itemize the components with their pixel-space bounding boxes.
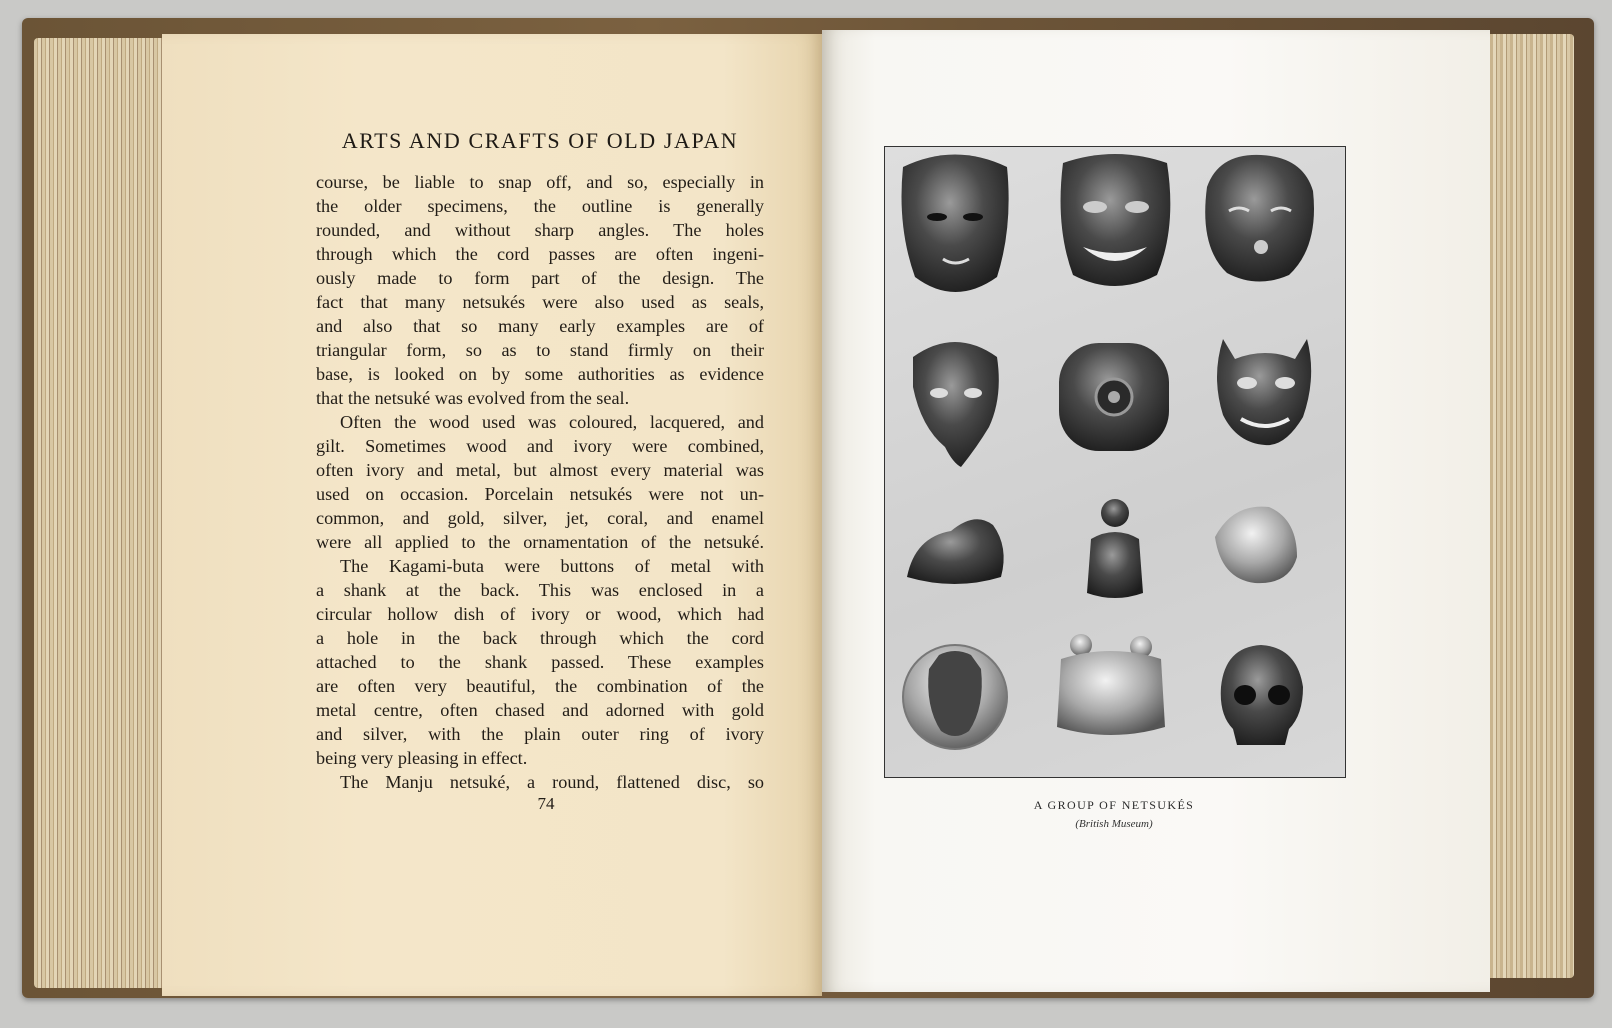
text-line: attached to the shank passed. These examples [316, 652, 764, 672]
text-line: used on occasion. Porcelain netsukés were not un- [316, 484, 764, 504]
mask-netsuke-old-man [913, 342, 999, 467]
text-line: rounded, and without sharp angles. The holes [316, 220, 764, 240]
plate-caption: A GROUP OF NETSUKÉS [1033, 798, 1195, 812]
netsuke-seated-figure [1087, 499, 1143, 598]
netsuke-bird-figure [907, 519, 1004, 584]
text-line: the older specimens, the outline is generally [316, 196, 764, 216]
mask-netsuke-laughing [1061, 154, 1171, 286]
text-line: ously made to form part of the design. The [316, 268, 764, 288]
text-line: The Manju netsuké, a round, flattened disc, so [340, 772, 764, 792]
text-line: are often very beautiful, the combination of the [316, 676, 764, 696]
plate-subcaption: (British Museum) [1075, 818, 1153, 830]
text-line: base, is looked on by some authorities as evidence [316, 364, 764, 384]
text-line: a hole in the back through which the cord [316, 628, 764, 648]
text-line: Often the wood used was coloured, lacquered, and [340, 412, 764, 432]
text-line: common, and gold, silver, jet, coral, and enamel [316, 508, 764, 528]
body-text [316, 170, 764, 794]
text-line: fact that many netsukés were also used as seals, [316, 292, 764, 312]
running-head: ARTS AND CRAFTS OF OLD JAPAN [341, 128, 739, 153]
right-page-edges [1480, 34, 1574, 978]
text-line: gilt. Sometimes wood and ivory were combined, [316, 436, 764, 456]
mask-netsuke-hannya [1217, 339, 1311, 445]
netsuke-photograph [885, 147, 1345, 777]
netsuke-monkey-figure [1215, 507, 1297, 584]
netsuke-skull [1221, 645, 1303, 745]
netsuke-many-faces [1059, 343, 1169, 451]
left-page-edges [34, 38, 166, 988]
netsuke-plate-image [884, 146, 1346, 778]
text-line: circular hollow dish of ivory or wood, which had [316, 604, 764, 624]
text-line: triangular form, so as to stand firmly on their [316, 340, 764, 360]
text-line: through which the cord passes are often ingeni- [316, 244, 764, 264]
netsuke-group-figures [1057, 634, 1165, 735]
text-line: a shank at the back. This was enclosed in a [316, 580, 764, 600]
text-line: were all applied to the ornamentation of the netsuké. [316, 532, 764, 552]
text-line: course, be liable to snap off, and so, especially in [316, 172, 764, 192]
kagami-buta-netsuke [903, 645, 1007, 749]
text-line: The Kagami-buta were buttons of metal with [340, 556, 764, 576]
mask-netsuke-okame [1205, 155, 1314, 282]
text-line: and also that so many early examples are of [316, 316, 764, 336]
text-line: being very pleasing in effect. [316, 748, 528, 768]
text-line: that the netsuké was evolved from the seal. [316, 388, 630, 408]
text-line: often ivory and metal, but almost every material was [316, 460, 764, 480]
mask-netsuke-woman [902, 155, 1009, 293]
text-line: metal centre, often chased and adorned with gold [316, 700, 764, 720]
text-line: and silver, with the plain outer ring of ivory [316, 724, 764, 744]
page-number: 74 [537, 794, 555, 813]
